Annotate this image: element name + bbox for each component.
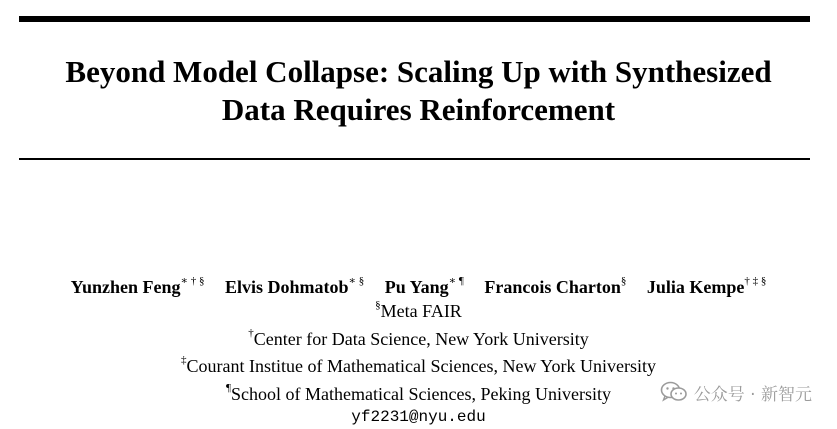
bottom-rule bbox=[19, 158, 810, 160]
affiliation-mark: † bbox=[248, 326, 254, 339]
author-yunzhen-feng bbox=[71, 277, 205, 297]
author-name: Elvis Dohmatob bbox=[225, 277, 349, 297]
affiliation-mark: ‡ bbox=[181, 354, 187, 366]
affiliation-meta-fair bbox=[0, 296, 837, 324]
title-line-1: Beyond Model Collapse: Scaling Up with Synthesized bbox=[65, 54, 772, 89]
author-list bbox=[0, 271, 837, 299]
affiliation-mark: § bbox=[375, 299, 381, 311]
author-elvis-dohmatob bbox=[225, 277, 364, 297]
author-name: Francois Charton bbox=[484, 277, 621, 297]
author-julia-kempe bbox=[647, 277, 767, 297]
affiliation-text: Meta FAIR bbox=[380, 301, 462, 321]
contact-email[interactable]: yf2231@nyu.edu bbox=[351, 408, 486, 426]
top-rule bbox=[19, 16, 810, 22]
author-marks: † ‡ § bbox=[744, 275, 767, 287]
affiliation-text: Center for Data Science, New York University bbox=[253, 328, 589, 349]
author-name: Julia Kempe bbox=[646, 277, 745, 297]
watermark bbox=[660, 377, 812, 407]
author-marks: ∗ ¶ bbox=[448, 275, 464, 287]
author-marks: § bbox=[620, 275, 627, 287]
author-name: Yunzhen Feng bbox=[70, 277, 181, 297]
author-marks: ∗ § bbox=[348, 275, 365, 287]
affiliation-cds-nyu bbox=[0, 324, 837, 352]
affiliation-mark: ¶ bbox=[226, 381, 232, 394]
paper-title bbox=[0, 53, 837, 129]
watermark-text: 公众号 · 新智元 bbox=[693, 384, 812, 405]
author-pu-yang bbox=[385, 277, 464, 297]
affiliation-text: School of Mathematical Sciences, Peking University bbox=[231, 383, 611, 404]
affiliation-courant-nyu bbox=[0, 351, 837, 379]
wechat-icon bbox=[660, 381, 688, 403]
author-francois-charton bbox=[484, 277, 626, 297]
author-marks: ∗ † § bbox=[180, 275, 205, 287]
author-name: Pu Yang bbox=[384, 277, 449, 297]
title-line-2: Data Requires Reinforcement bbox=[221, 92, 616, 127]
affiliation-list bbox=[0, 296, 837, 429]
affiliation-text: Courant Institue of Mathematical Sciences, New York University bbox=[186, 356, 656, 376]
